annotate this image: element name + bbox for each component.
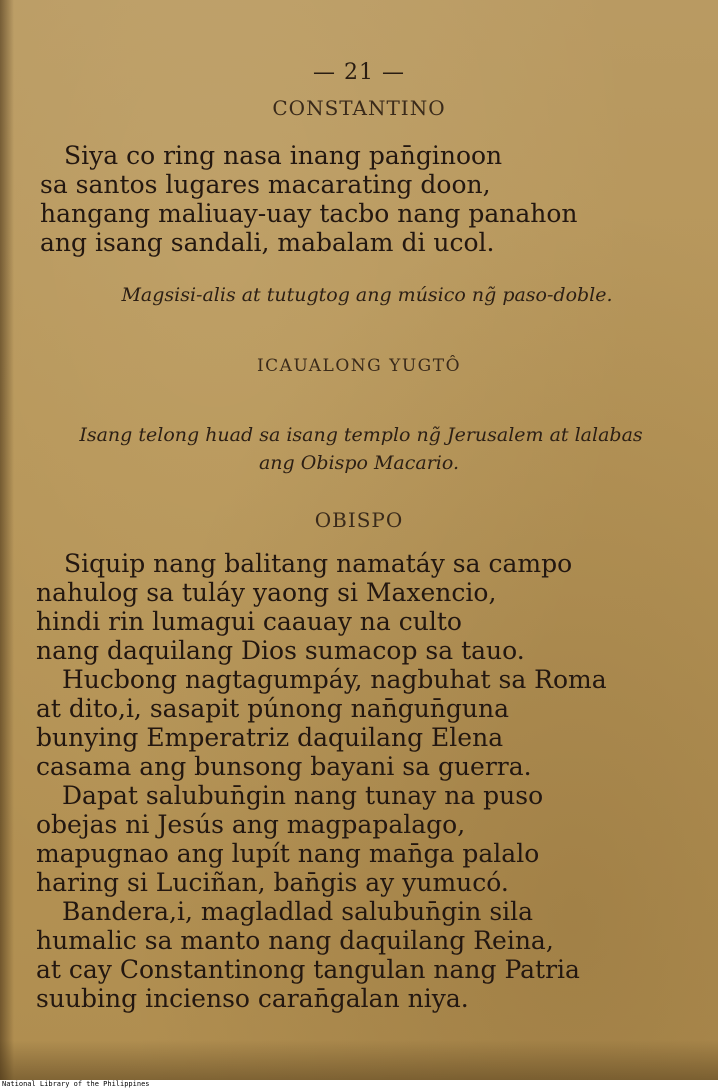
verse-line: at dito,i, sasapit púnong nan̄gun̄guna [36,694,510,723]
page-bottom-shadow [0,1040,718,1080]
verse-line: ang isang sandali, mabalam di ucol. [40,228,495,257]
page-number: — 21 — [313,60,405,85]
verse-line: obejas ni Jesús ang magpapalago, [36,810,466,839]
speaker-heading-constantino: CONSTANTINO [272,96,446,120]
section-heading: ICAUALONG YUGTÔ [256,356,462,376]
verse-line: sa santos lugares macarating doon, [40,170,491,199]
footer-credit: National Library of the Philippines [0,1080,718,1088]
stage-direction-1: Magsisi-alis at tutugtog ang músico ng̃ paso-doble. [121,284,613,306]
verse-line: bunying Emperatriz daquilang Elena [36,723,504,752]
verse-line: at cay Constantinong tangulan nang Patria [36,955,580,984]
verse-line: casama ang bunsong bayani sa guerra. [36,752,532,781]
verse-line: Dapat salubun̄gin nang tunay na puso [62,781,544,810]
verse-line: hangang maliuay-uay tacbo nang panahon [40,199,578,228]
verse-line: mapugnao ang lupít nang man̄ga palalo [36,839,540,868]
verse-line: haring si Luciñan, ban̄gis ay yumucó. [36,868,509,897]
stage-direction-2-line-1: Isang telong huad sa isang templo ng̃ Jerusalem at lalabas [79,424,643,446]
verse-line: hindi rin lumagui caauay na culto [36,607,462,636]
speaker-heading-obispo: OBISPO [314,508,404,532]
page-edge-shadow [0,0,14,1080]
stage-direction-2-line-2: ang Obispo Macario. [258,452,460,474]
verse-line: Hucbong nagtagumpáy, nagbuhat sa Roma [62,665,607,694]
verse-line: humalic sa manto nang daquilang Reina, [36,926,554,955]
verse-line: Siquip nang balitang namatáy sa campo [64,549,573,578]
verse-line: Siya co ring nasa inang pan̄ginoon [64,141,503,170]
verse-line: nahulog sa tuláy yaong si Maxencio, [36,578,497,607]
verse-line: Bandera,i, magladlad salubun̄gin sila [62,897,534,926]
verse-line: nang daquilang Dios sumacop sa tauo. [36,636,525,665]
verse-line: suubing incienso caran̄galan niya. [36,984,469,1013]
